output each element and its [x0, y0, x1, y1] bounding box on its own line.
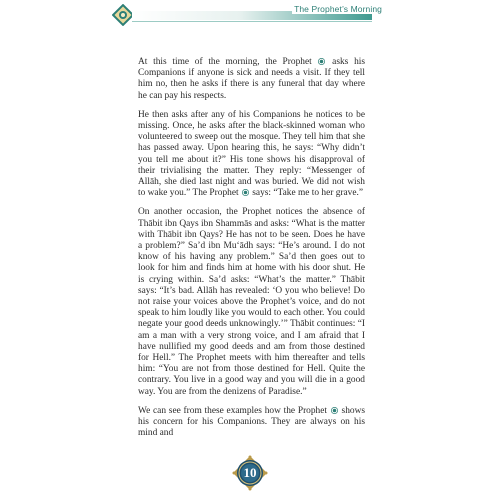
corner-ornament-icon [112, 4, 134, 26]
paragraph-text: shows his concern for his Companions. They are always on his mind and [138, 405, 365, 439]
paragraph [138, 110, 365, 200]
pbuh-ligature-icon [318, 58, 325, 65]
page-number-ornament [230, 453, 270, 493]
page-number: 10 [243, 465, 257, 480]
paragraph [138, 406, 365, 440]
pbuh-ligature-icon [331, 407, 338, 414]
paragraph-text: We can see from these examples how the Prophet [138, 405, 330, 416]
paragraph-text: asks his Companions if anyone is sick and needs a visit. If they tell him no, then he asks if there is any funeral that day where he can pay his respects. [138, 57, 366, 101]
body-text [138, 57, 365, 448]
paragraph [138, 57, 365, 102]
running-head: The Prophet’s Morning [294, 4, 382, 14]
paragraph-text: At this time of the morning, the Prophet [138, 57, 318, 67]
paragraph-text: On another occasion, the Prophet notices the absence of Thābit ibn Qays ibn Shammās and asks: “What is the matter with Thābit ibn Qays? He has not to be seen. Does he have a problem?” Sa’d ibn Mu‘ādh says: “He’s around. I do not know of his having any problem.” Sa’d then goes out to look for him and finds him at home with his door shut. He is crying within. Sa’d asks: “What’s the matter.” Thābit says: “It’s bad. Allāh has revealed: ‘O you who believe! Do not raise your voices above the Prophet’s voice, and do not speak to him loudly like you would to each other. You could negate your good deeds unknowingly.’” Thābit continues: “I am a man with a very strong voice, and I am afraid that I have nullified my good deeds and am from those destined for Hell.” The Prophet meets with him thereafter and tells him: “You are not from those destined for Hell. Quite the contrary. You live in a good way and you will die in a good way. You are from the denizens of Paradise.” [138, 207, 365, 397]
paragraph [138, 207, 365, 397]
paragraph-text: says: “Take me to her grave.” [249, 188, 364, 199]
pbuh-ligature-icon [242, 189, 249, 196]
header-rule [132, 21, 372, 22]
paragraph-text: He then asks after any of his Companions he notices to be missing. Once, he asks after the black-skinned woman who volunteered to sweep out the mosque. They tell him that she has passed away. Upon hearing this, he says: “Why didn’t you tell me about it?” His tone shows his disapproval of their trivialising the matter. They reply: “Messenger of Allāh, she died last night and was buried. We did not wish to wake you.” The Prophet [138, 109, 365, 199]
